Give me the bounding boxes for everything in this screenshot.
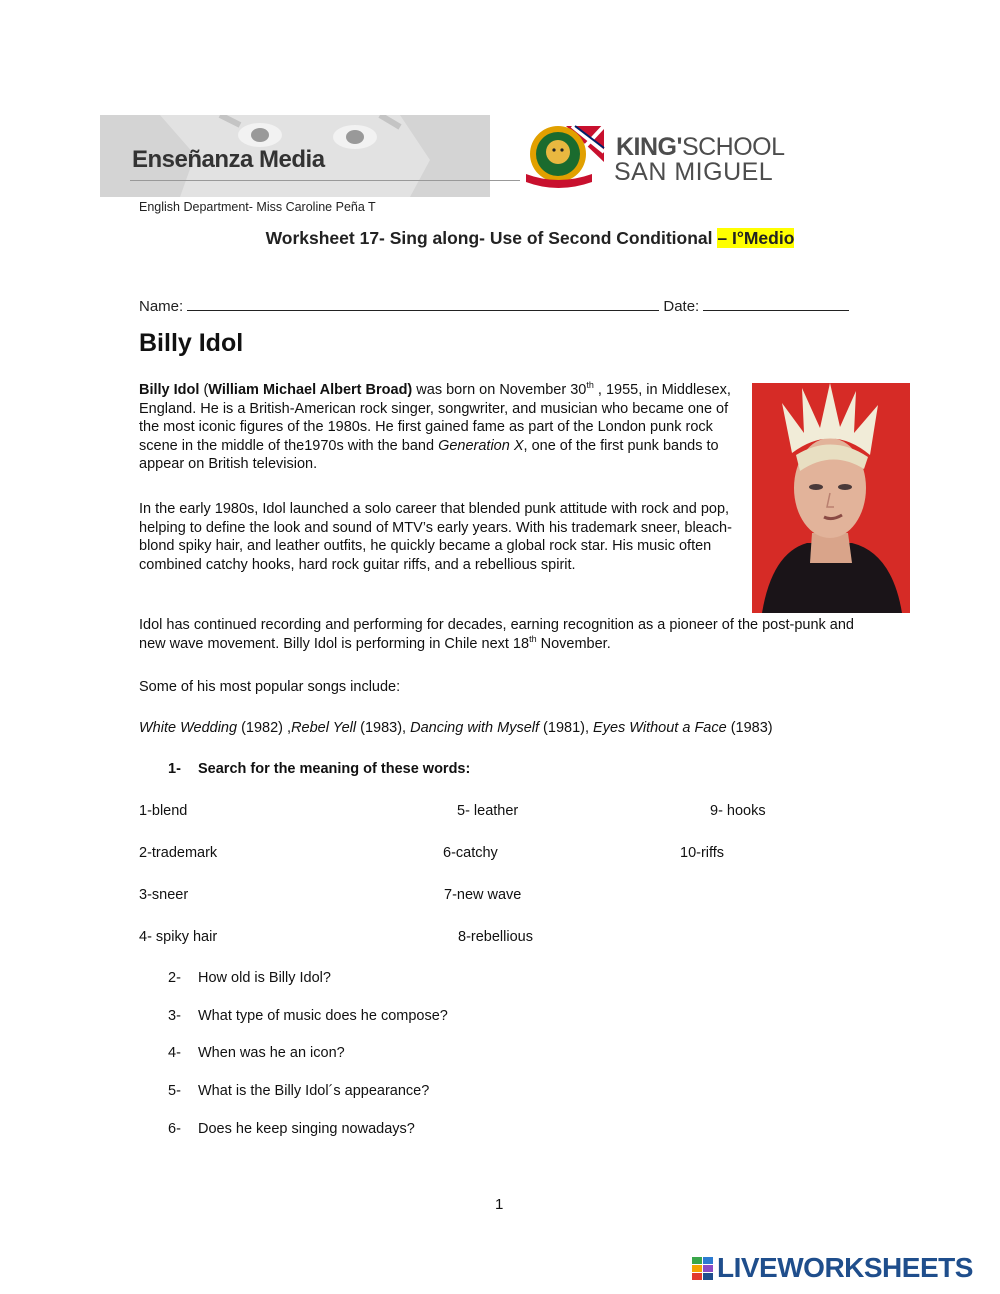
school-crest-logo: [520, 122, 606, 190]
song-title: Eyes Without a Face: [593, 720, 727, 736]
bio-paragraph-1: Billy Idol (William Michael Albert Broad) was born on November 30th , 1955, in Middlesex, England. He is a British-American rock singer, songwriter, and musician who became one of the most iconic figures of the 1980s. He first gained fame as part of the London punk rock scene in the middle of the1970s with the band Generation X, one of the first punk bands to appear on British television.: [139, 380, 731, 473]
bio-paragraph-3: Idol has continued recording and performing for decades, earning recognition as a pioneer of the post-punk and new wave movement. Billy Idol is performing in Chile next 18th November.: [139, 617, 854, 652]
department-line: English Department- Miss Caroline Peña T: [139, 200, 376, 214]
worksheet-title: Worksheet 17- Sing along- Use of Second Conditional – I°Medio: [265, 228, 795, 248]
page-number: 1: [495, 1196, 504, 1213]
name-field[interactable]: [187, 296, 659, 311]
school-name-line1: KING'SCHOOL: [616, 133, 785, 161]
question-item: 5- What is the Billy Idol´s appearance?: [168, 1083, 430, 1099]
date-field[interactable]: [703, 296, 849, 311]
songs-list: White Wedding (1982) ,Rebel Yell (1983), Dancing with Myself (1981), Eyes Without a Face (1983): [139, 720, 773, 736]
level-highlight: – I°Medio: [717, 228, 795, 248]
liveworksheets-brand: LIVEWORKSHEETS: [717, 1252, 973, 1283]
bio-paragraph-2: In the early 1980s, Idol launched a solo career that blended punk attitude with rock and pop, helping to define the look and sound of MTV’s early years. With his trademark sneer, bleach-blond spiky hair, and leather outfits, he quickly became a global rock star. His music often combined catchy hooks, hard rock guitar riffs, and a rebellious spirit.: [139, 501, 732, 573]
banner-divider: [130, 180, 520, 181]
vocab-word: 7-new wave: [444, 887, 522, 903]
vocab-word: 2-trademark: [139, 845, 218, 861]
songs-intro: Some of his most popular songs include:: [139, 679, 401, 695]
vocab-word: 4- spiky hair: [139, 929, 218, 945]
vocab-word: 10-riffs: [680, 845, 725, 861]
question-item: 2- How old is Billy Idol?: [168, 970, 331, 986]
song-title: Rebel Yell: [291, 720, 357, 736]
vocab-word: 9- hooks: [710, 803, 766, 819]
vocab-word: 6-catchy: [443, 845, 498, 861]
page-heading: Billy Idol: [139, 329, 244, 357]
question-1: 1- Search for the meaning of these words:: [168, 761, 471, 777]
banner-title: Enseñanza Media: [132, 146, 325, 173]
school-name-line2: SAN MIGUEL: [614, 158, 774, 186]
question-item: 6- Does he keep singing nowadays?: [168, 1121, 415, 1137]
vocab-word: 3-sneer: [139, 887, 189, 903]
billy-idol-photo: [752, 383, 910, 613]
vocab-word: 1-blend: [139, 803, 188, 819]
question-item: 3- What type of music does he compose?: [168, 1008, 448, 1024]
song-title: Dancing with Myself: [410, 720, 540, 736]
vocab-word: 8-rebellious: [458, 929, 533, 945]
question-item: 4- When was he an icon?: [168, 1045, 345, 1061]
song-title: White Wedding: [139, 720, 238, 736]
vocab-word: 5- leather: [457, 803, 519, 819]
liveworksheets-icon: [692, 1257, 714, 1281]
name-date-row: Name: Date:: [139, 296, 849, 315]
